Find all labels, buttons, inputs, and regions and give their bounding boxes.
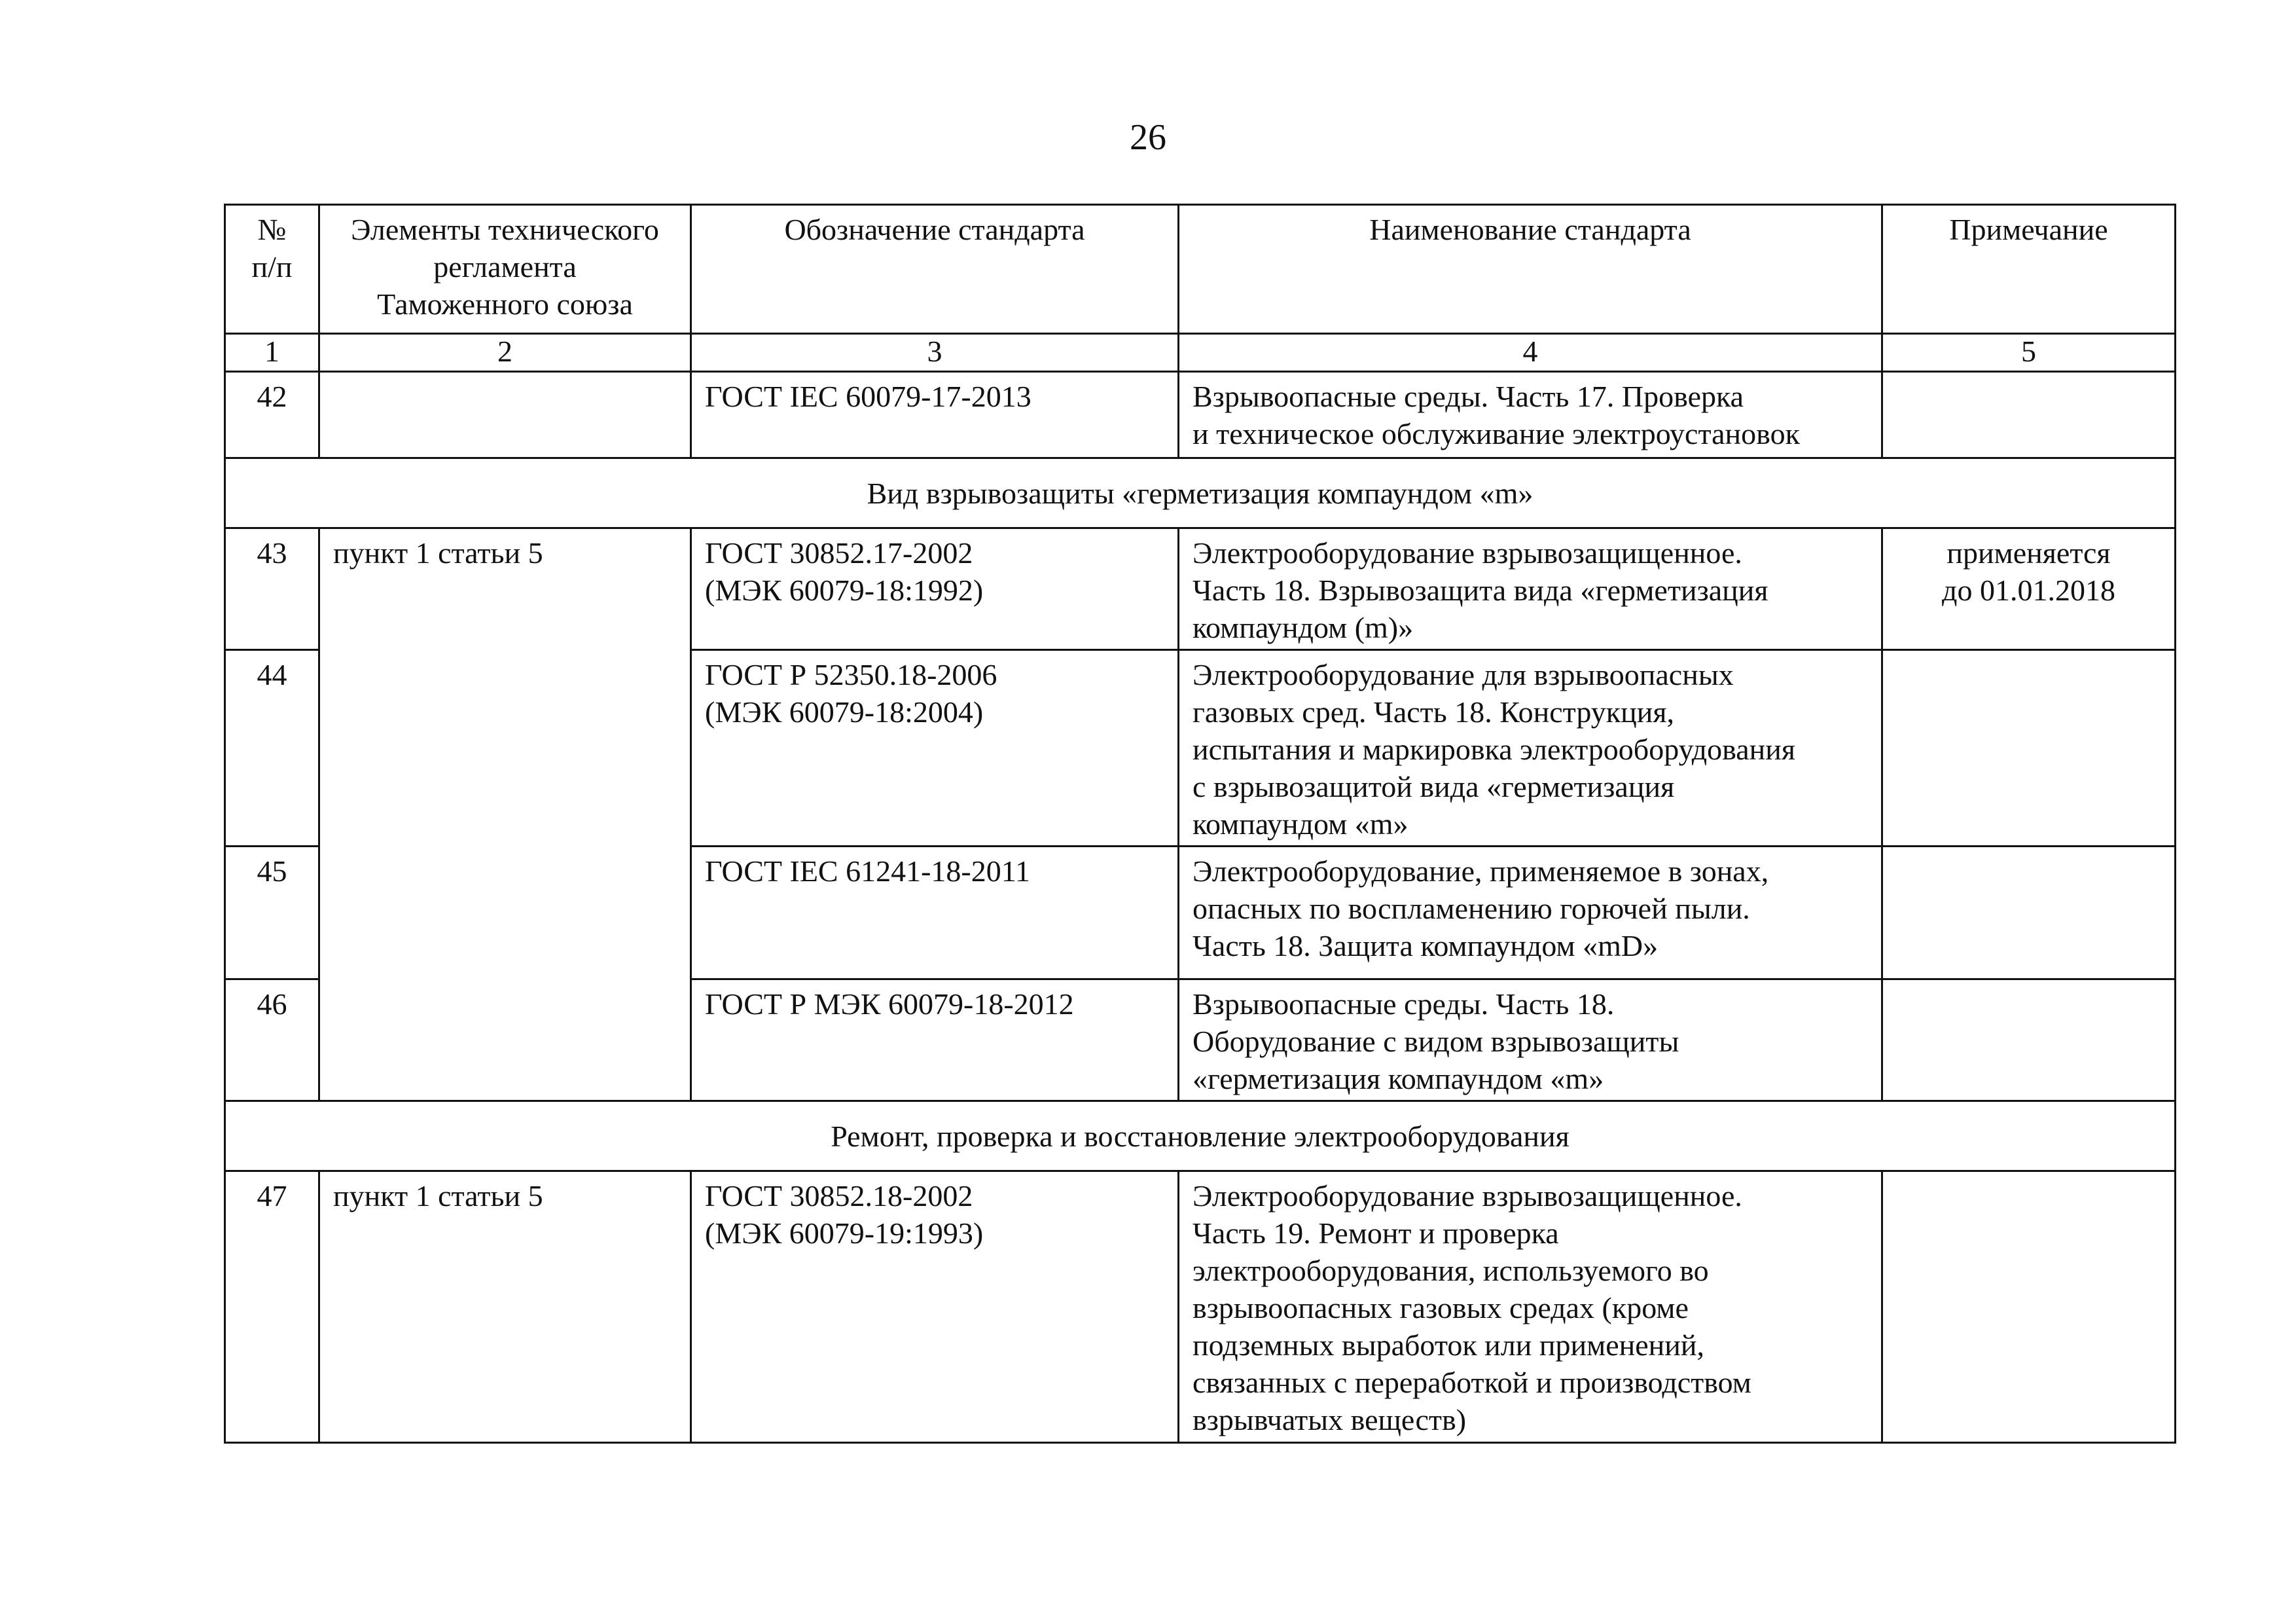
row-designation: ГОСТ 30852.18-2002 (МЭК 60079-19:1993): [691, 1171, 1179, 1443]
row-designation: ГОСТ Р МЭК 60079-18-2012: [691, 979, 1179, 1101]
row-number: 45: [225, 847, 319, 979]
row-element: пункт 1 статьи 5: [319, 528, 691, 1101]
section-title: Вид взрывозащиты «герметизация компаундом «m»: [225, 458, 2176, 528]
header-number: № п/п: [225, 205, 319, 334]
row-designation: ГОСТ IEC 61241-18-2011: [691, 847, 1179, 979]
row-note: [1882, 650, 2176, 847]
header-name: Наименование стандарта: [1179, 205, 1882, 334]
header-designation: Обозначение стандарта: [691, 205, 1179, 334]
row-note: [1882, 372, 2176, 458]
column-number: 4: [1179, 334, 1882, 372]
row-standard-name: Электрооборудование взрывозащищенное. Часть 18. Взрывозащита вида «герметизация компаундом (m)»: [1179, 528, 1882, 650]
row-element: [319, 372, 691, 458]
column-number-row: [225, 334, 2176, 372]
row-standard-name: Электрооборудование для взрывоопасных газовых сред. Часть 18. Конструкция, испытания и маркировка электрооборудования с взрывозащитой вида «герметизация компаундом «m»: [1179, 650, 1882, 847]
row-standard-name: Взрывоопасные среды. Часть 17. Проверка и техническое обслуживание электроустановок: [1179, 372, 1882, 458]
section-row: [225, 1101, 2176, 1171]
row-note: применяется до 01.01.2018: [1882, 528, 2176, 650]
column-number: 2: [319, 334, 691, 372]
header-note: Примечание: [1882, 205, 2176, 334]
row-standard-name: Электрооборудование взрывозащищенное. Часть 19. Ремонт и проверка электрооборудования, используемого во взрывоопасных газовых средах (кроме подземных выработок или применений, связанных с переработкой и производством взрывчатых веществ): [1179, 1171, 1882, 1443]
table-row: [225, 372, 2176, 458]
row-designation: ГОСТ 30852.17-2002 (МЭК 60079-18:1992): [691, 528, 1179, 650]
row-standard-name: Взрывоопасные среды. Часть 18. Оборудование с видом взрывозащиты «герметизация компаундом «m»: [1179, 979, 1882, 1101]
section-row: [225, 458, 2176, 528]
row-note: [1882, 1171, 2176, 1443]
column-number: 5: [1882, 334, 2176, 372]
row-note: [1882, 847, 2176, 979]
row-standard-name: Электрооборудование, применяемое в зонах, опасных по воспламенению горючей пыли. Часть 18. Защита компаундом «mD»: [1179, 847, 1882, 979]
table-row: [225, 1171, 2176, 1443]
row-number: 46: [225, 979, 319, 1101]
section-title: Ремонт, проверка и восстановление электрооборудования: [225, 1101, 2176, 1171]
row-number: 47: [225, 1171, 319, 1443]
column-number: 1: [225, 334, 319, 372]
row-element: пункт 1 статьи 5: [319, 1171, 691, 1443]
column-number: 3: [691, 334, 1179, 372]
header-elements: Элементы технического регламента Таможенного союза: [319, 205, 691, 334]
row-designation: ГОСТ IEC 60079-17-2013: [691, 372, 1179, 458]
header-row: [225, 205, 2176, 334]
row-number: 44: [225, 650, 319, 847]
page-number: 26: [1130, 117, 1166, 158]
row-number: 43: [225, 528, 319, 650]
standards-table: [224, 204, 2176, 1444]
table-row: [225, 528, 2176, 650]
row-number: 42: [225, 372, 319, 458]
row-designation: ГОСТ Р 52350.18-2006 (МЭК 60079-18:2004): [691, 650, 1179, 847]
row-note: [1882, 979, 2176, 1101]
